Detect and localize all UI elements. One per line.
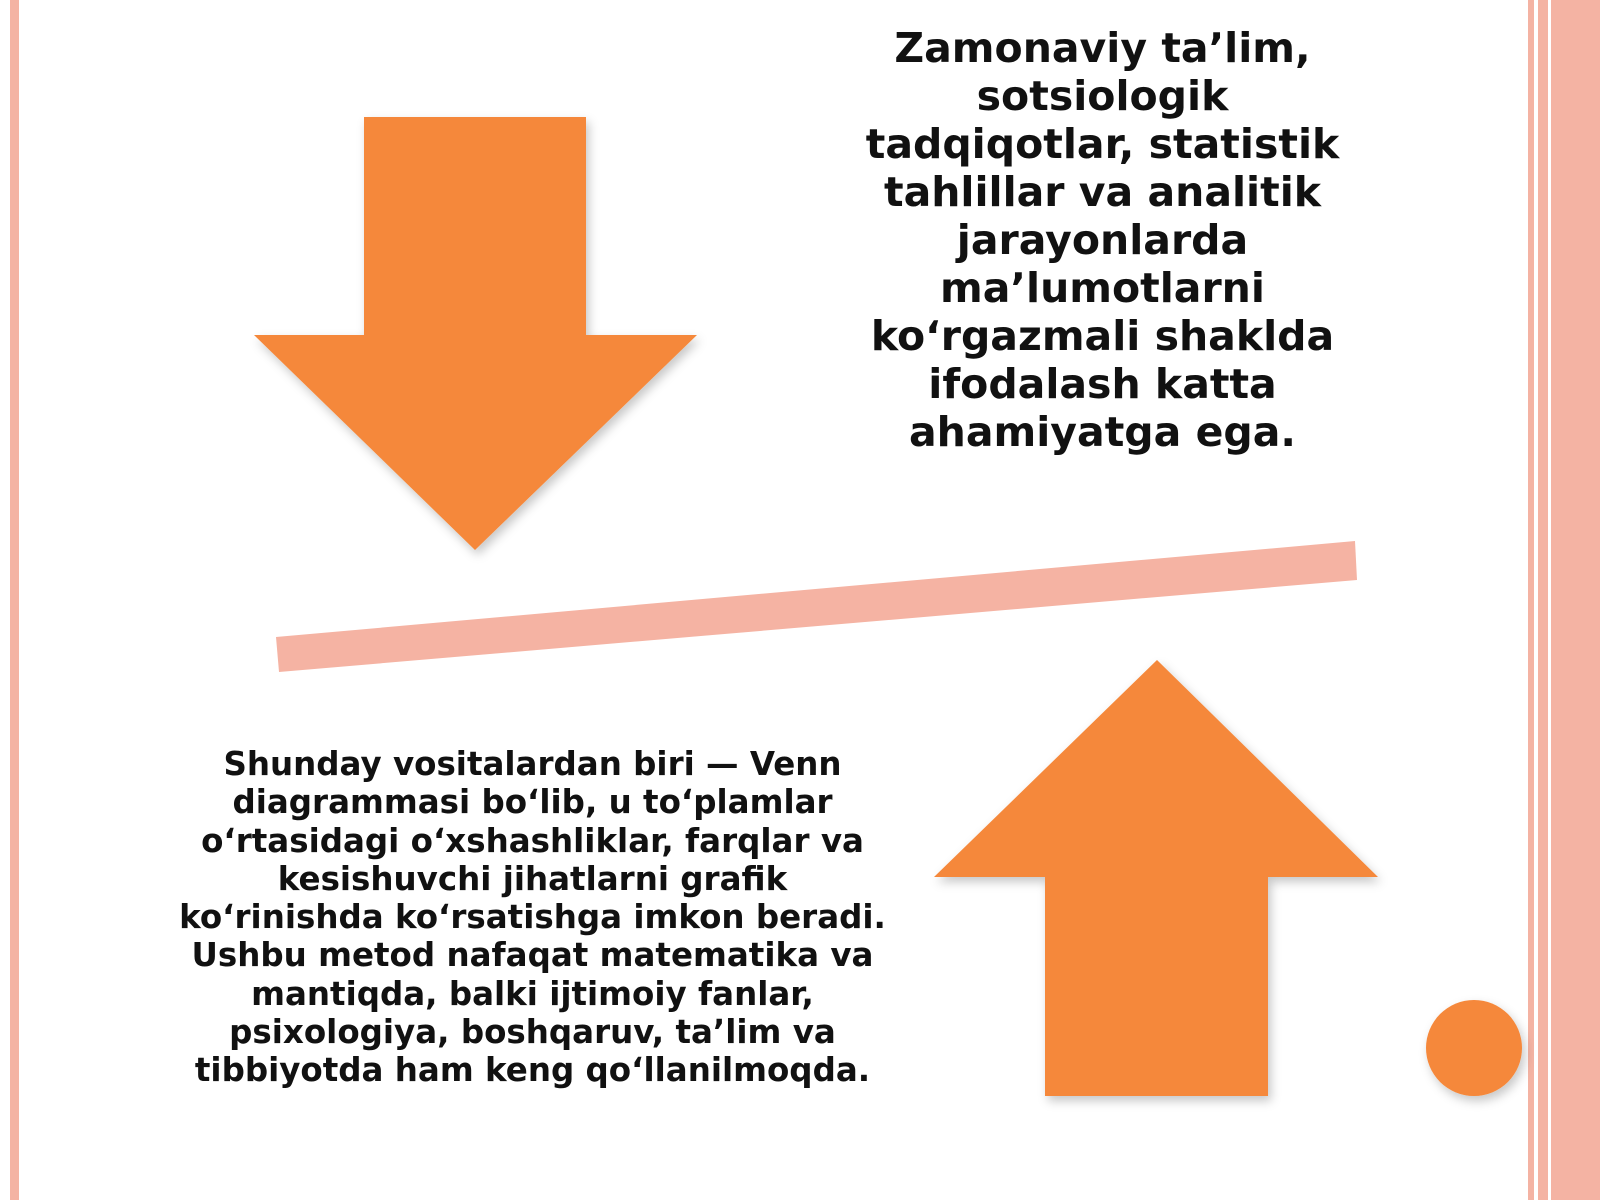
circle-bullet-icon: [1426, 1000, 1522, 1096]
up-arrow-icon: [934, 660, 1378, 1096]
body-text: Shunday vositalardan biri — Venn diagrammasi bo‘lib, u to‘plamlar o‘rtasidagi o‘xshashliklar, farqlar va kesishuvchi jihatlarni grafik ko‘rinishda ko‘rsatishga imkon beradi. Ushbu metod nafaqat matematika va mantiqda, balki ijtimoiy fanlar, psixologiya, boshqaruv, ta’lim va tibbiyotda ham keng qo‘llanilmoqda.: [179, 745, 886, 1090]
headline-text: Zamonaviy ta’lim, sotsiologik tadqiqotlar, statistik tahlillar va analitik jarayonlarda ma’lumotlarni ko‘rgazmali shaklda ifodalash katta ahamiyatga ega.: [865, 24, 1340, 456]
accent-bar: [276, 541, 1357, 672]
down-arrow-icon: [254, 117, 697, 550]
